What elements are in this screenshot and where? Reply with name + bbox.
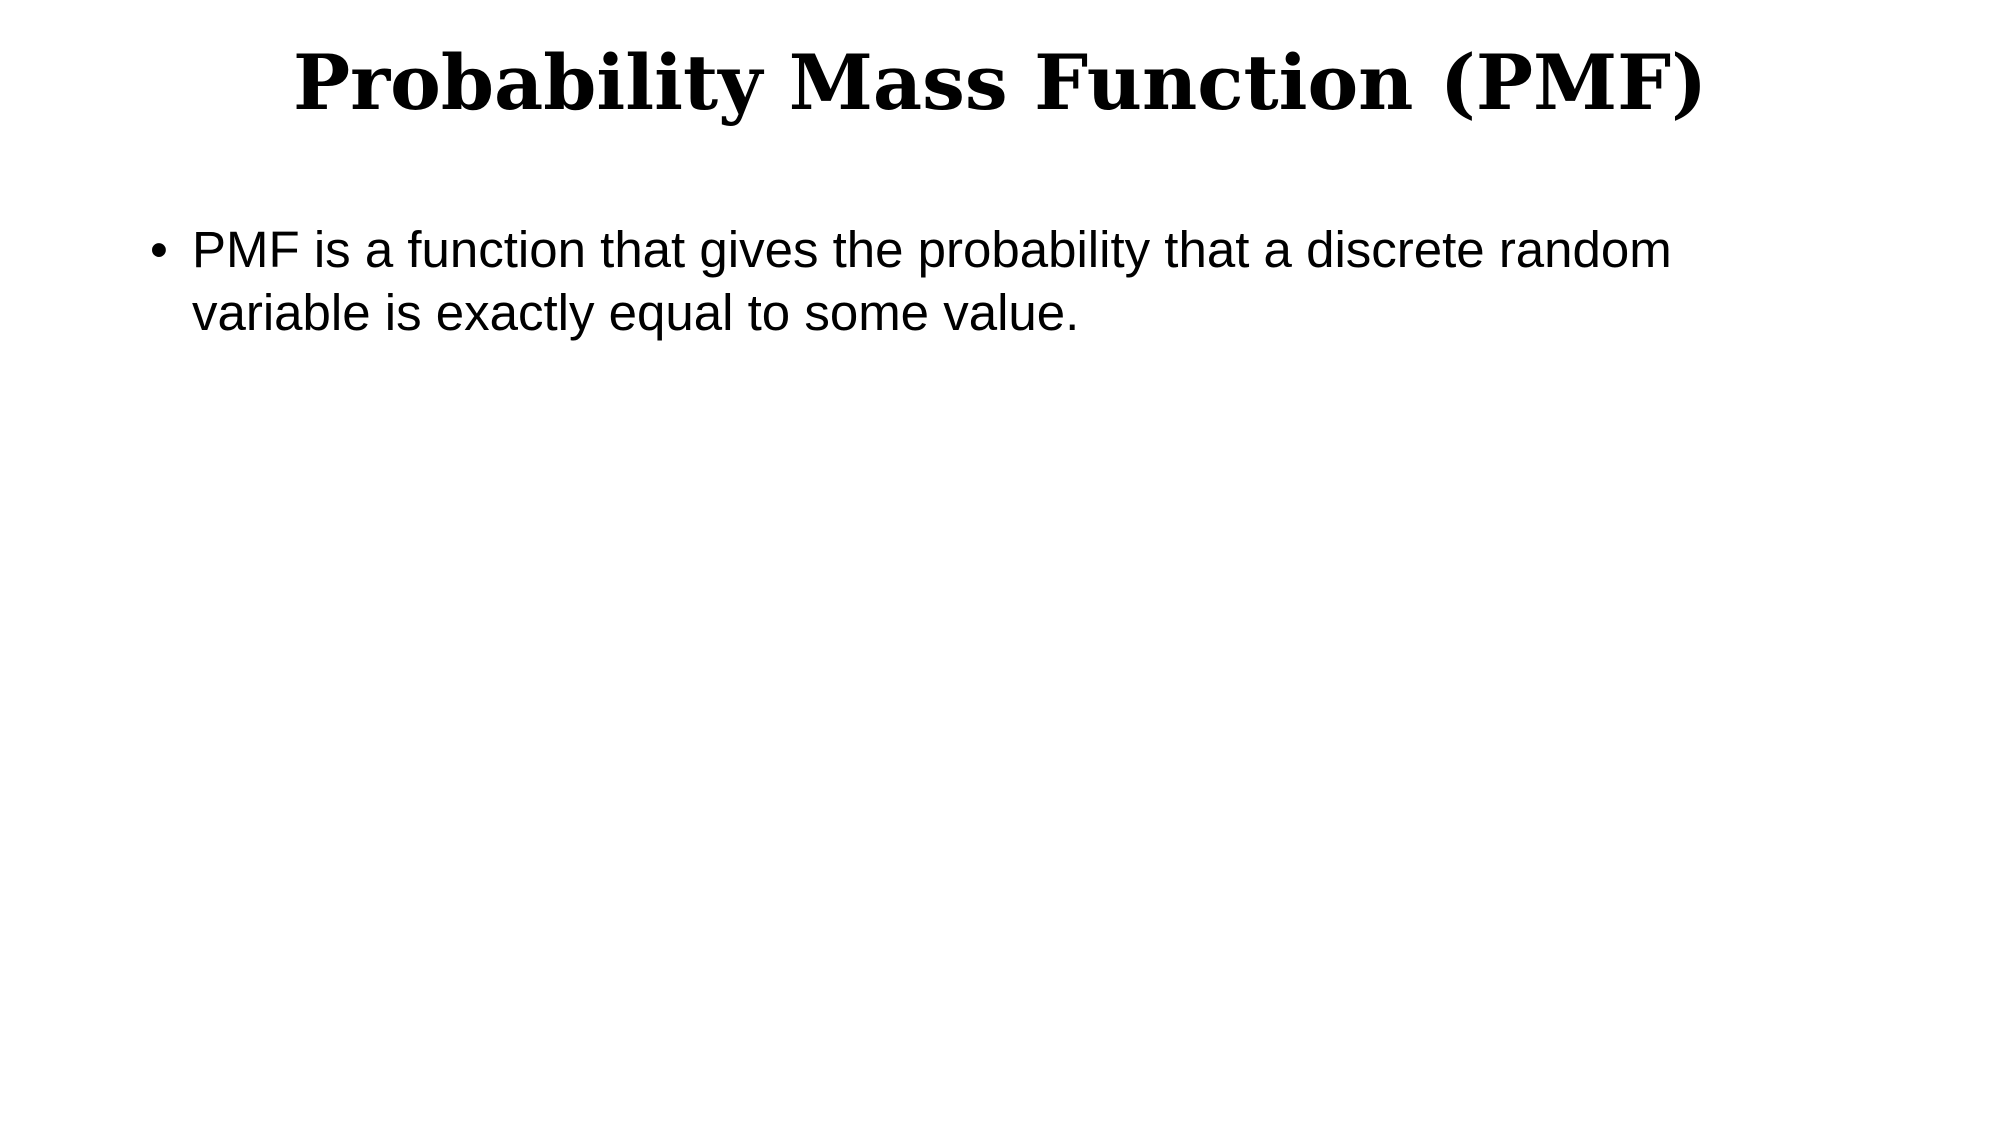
slide-title: Probability Mass Function (PMF)	[292, 38, 1708, 127]
bullet-marker: •	[150, 221, 168, 278]
bullet-list	[150, 218, 1850, 344]
bullet-text: PMF is a function that gives the probability that a discrete random variable is exactly equal to some value.	[192, 221, 1672, 341]
bullet-item	[150, 218, 1850, 344]
